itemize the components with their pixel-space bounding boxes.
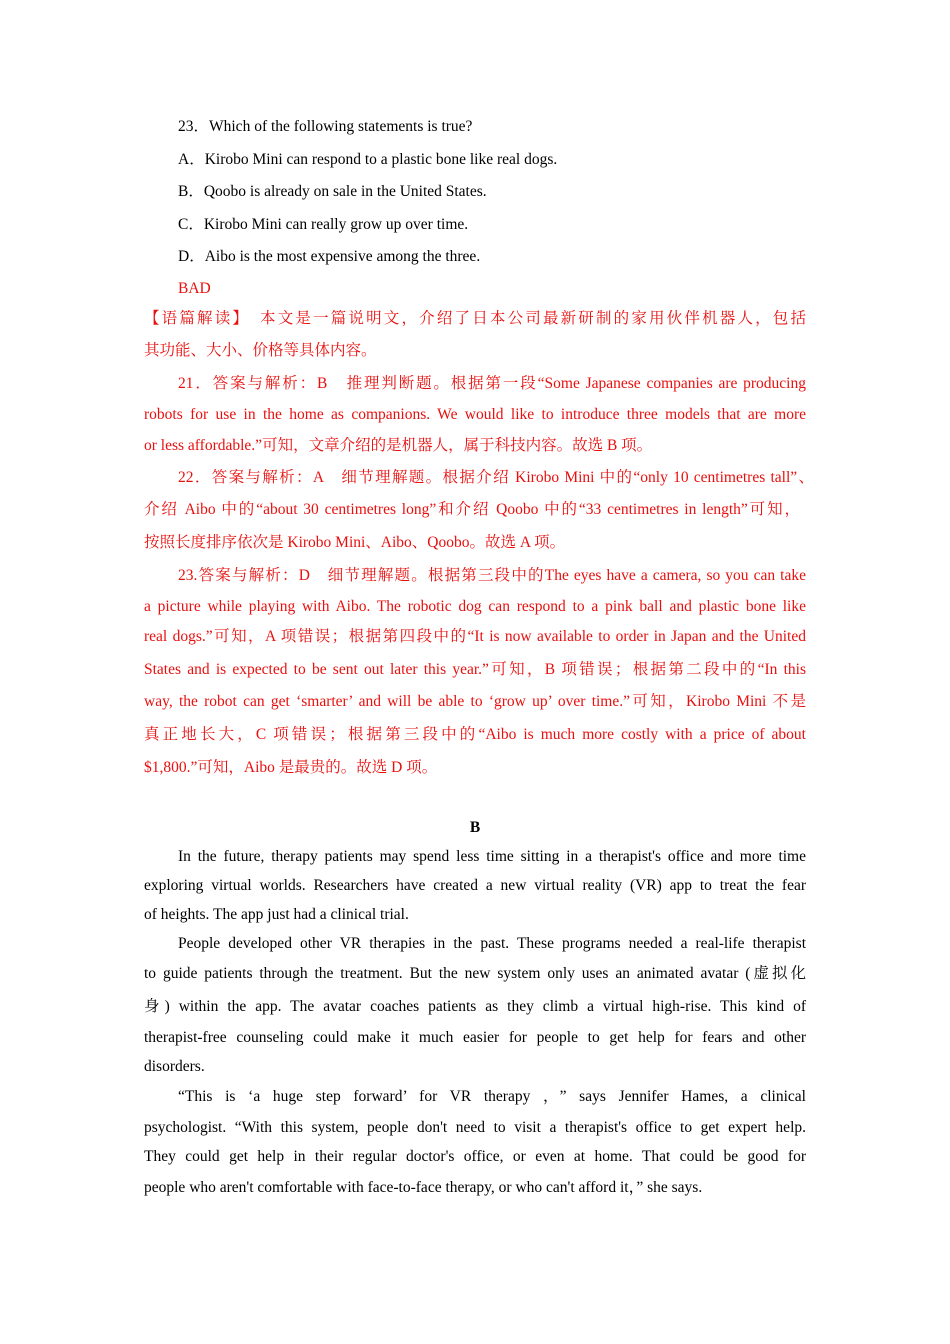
analysis-q21-line: 21．答案与解析：B 推理判断题。根据第一段“Some Japanese companies are producing <box>178 375 806 392</box>
analysis-q21-line: or less affordable.”可知，文章介绍的是机器人，属于科技内容。故选 B 项。 <box>144 437 653 454</box>
analysis-q22-line: 22．答案与解析：A 细节理解题。根据介绍 Kirobo Mini 中的“only 10 centimetres tall”、 <box>178 469 814 486</box>
analysis-q23-line: 23.答案与解析：D 细节理解题。根据第三段中的The eyes have a camera, so you can take <box>178 567 806 584</box>
analysis-intro-line: 【语篇解读】 本文是一篇说明文，介绍了日本公司最新研制的家用伙伴机器人，包括 <box>144 310 806 327</box>
answer-key: BAD <box>178 280 211 297</box>
passage-b-paragraph-1-line: exploring virtual worlds. Researchers have created a new virtual reality (VR) app to treat the fear <box>144 877 806 894</box>
analysis-q23-line: States and is expected to be sent out later this year.”可知，B 项错误；根据第二段中的“In this <box>144 661 806 678</box>
passage-b-paragraph-2-line: to guide patients through the treatment. But the new system only uses an animated avatar (虚拟化 <box>144 965 806 982</box>
question-23-stem: 23．Which of the following statements is true? <box>178 118 473 135</box>
analysis-q23-line: way, the robot can get ‘smarter’ and will be able to ‘grow up’ over time.”可知，Kirobo Mini 不是 <box>144 693 806 710</box>
passage-b-paragraph-3-line: They could get help in their regular doctor's office, or even at home. That could be good for <box>144 1148 806 1165</box>
passage-b-paragraph-2-line: 身) within the app. The avatar coaches patients as they climb a virtual high-rise. This kind of <box>144 998 806 1015</box>
passage-b-paragraph-3-line: “This is ‘a huge step forward’ for VR therapy ，” says Jennifer Hames, a clinical <box>178 1088 806 1105</box>
passage-b-paragraph-2-line: People developed other VR therapies in the past. These programs needed a real-life therapist <box>178 935 806 952</box>
question-23-option-c: C．Kirobo Mini can really grow up over time. <box>178 216 469 233</box>
analysis-q23-line: real dogs.”可知，A 项错误；根据第四段中的“It is now available to order in Japan and the United <box>144 628 806 645</box>
analysis-q23-line: 真正地长大，C 项错误；根据第三段中的“Aibo is much more costly with a price of about <box>144 726 806 743</box>
passage-b-paragraph-2-line: disorders. <box>144 1058 205 1075</box>
passage-b-paragraph-1-line: In the future, therapy patients may spend less time sitting in a therapist's office and more time <box>178 848 806 865</box>
analysis-q22-line: 介绍 Aibo 中的“about 30 centimetres long”和介绍 Qoobo 中的“33 centimetres in length”可知， <box>144 501 800 518</box>
passage-b-paragraph-2-line: therapist-free counseling could make it much easier for people to get help for fears and other <box>144 1029 806 1046</box>
question-23-option-d: D．Aibo is the most expensive among the three. <box>178 248 481 265</box>
analysis-q22-line: 按照长度排序依次是 Kirobo Mini、Aibo、Qoobo。故选 A 项。 <box>144 534 566 551</box>
analysis-q21-line: robots for use in the home as companions. We would like to introduce three models that are more <box>144 406 806 423</box>
analysis-q23-line: $1,800.”可知，Aibo 是最贵的。故选 D 项。 <box>144 759 438 776</box>
question-23-option-b: B．Qoobo is already on sale in the United States. <box>178 183 487 200</box>
analysis-q23-line: a picture while playing with Aibo. The robotic dog can respond to a pink ball and plastic bone like <box>144 598 806 615</box>
passage-b-paragraph-3-line: psychologist. “With this system, people don't need to visit a therapist's office to get expert help. <box>144 1119 806 1136</box>
analysis-intro-line: 其功能、大小、价格等具体内容。 <box>144 342 377 359</box>
passage-b-paragraph-3-line: people who aren't comfortable with face-to-face therapy, or who can't afford it，” she says. <box>144 1179 703 1196</box>
passage-b-paragraph-1-line: of heights. The app just had a clinical trial. <box>144 906 409 923</box>
question-23-option-a: A．Kirobo Mini can respond to a plastic bone like real dogs. <box>178 151 558 168</box>
section-title: B <box>469 819 481 836</box>
